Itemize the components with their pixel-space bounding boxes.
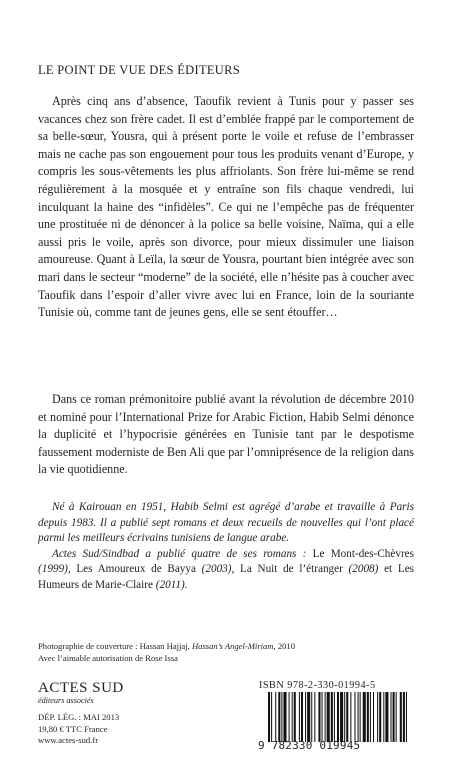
- barcode-bar: [367, 692, 369, 742]
- book-title-2: Les Amoureux de Bayya: [76, 563, 196, 576]
- publisher-logo: [38, 680, 124, 706]
- barcode-bar: [393, 692, 395, 742]
- barcode-bar: [340, 692, 343, 742]
- photo-credit-suffix: , 2010: [273, 641, 295, 651]
- other-works-intro: Actes Sud/Sindbad a publié quatre de ses romans :: [52, 547, 313, 560]
- book-title-3: La Nuit de l’étranger: [240, 563, 343, 576]
- barcode-bar: [360, 692, 361, 742]
- barcode-bar: [307, 692, 310, 742]
- barcode-bar: [400, 692, 402, 742]
- barcode-bar: [314, 692, 315, 742]
- barcode-bar: [294, 692, 296, 742]
- barcode-bar: [289, 692, 290, 742]
- barcode-bar: [331, 692, 333, 742]
- barcode-bar: [322, 692, 323, 742]
- isbn-label: ISBN 978-2-330-01994-5: [259, 680, 376, 691]
- barcode-bar: [275, 692, 276, 742]
- book-year-3: (2008): [342, 563, 385, 576]
- barcode-bar: [391, 692, 392, 742]
- book-title-4: Les Humeurs de Marie-Claire: [38, 563, 415, 591]
- publisher-name: ACTES SUD: [38, 680, 124, 696]
- barcode-bar: [358, 692, 359, 742]
- barcode-bar: [281, 692, 282, 742]
- barcode-bar: [334, 692, 335, 742]
- barcode-bar: [377, 692, 378, 742]
- barcode-bar: [363, 692, 366, 742]
- barcode-bar: [350, 692, 351, 742]
- other-works: [38, 547, 414, 594]
- photo-credit-prefix: Photographie de couverture : Hassan Hajjaj,: [38, 641, 192, 651]
- barcode-bar: [354, 692, 355, 742]
- book-year-1: (1999),: [38, 563, 77, 576]
- summary-paragraph-2: Dans ce roman prémonitoire publié avant la révolution de décembre 2010 et nominé pour l’International Prize for Arabic Fiction, Habib Selmi dénonce la duplicité et l’hypocrisie générées en Tunisie tant par le despotisme faussement moderniste de Ben Ali que par l’omniprésence de la religion dans la vie quotidienne.: [38, 392, 414, 477]
- barcode-image: [268, 692, 408, 742]
- barcode-bar: [370, 692, 371, 742]
- barcode-bar: [325, 692, 326, 742]
- price: 19,80 € TTC France: [38, 723, 108, 734]
- legal-info: [38, 712, 119, 747]
- section-heading: LE POINT DE VUE DES ÉDITEURS: [38, 63, 241, 77]
- barcode-bar: [318, 692, 320, 742]
- barcode-bar: [292, 692, 293, 742]
- barcode-bar: [311, 692, 312, 742]
- barcode-bar: [383, 692, 384, 742]
- publisher-subtitle: éditeurs associés: [38, 696, 94, 705]
- barcode-bar: [396, 692, 397, 742]
- book-title-1: Le Mont-des-Chèvres: [312, 547, 414, 560]
- photo-credit-line-1: [38, 640, 295, 652]
- photo-credit-work: Hassan’s Angel-Miriam: [191, 641, 274, 651]
- barcode-bar: [346, 692, 348, 742]
- depot-legal: DÉP. LÉG. : MAI 2013: [38, 712, 120, 722]
- barcode-bar: [305, 692, 306, 742]
- summary-paragraph-1: Après cinq ans d’absence, Taoufik revient à Tunis pour y passer ses vacances chez son frère cadet. Il est d’emblée frappé par le comportement de sa belle-sœur, Yousra, qui à présent porte le voile et refuse de l’embrasser mais ne cache pas son engouement pour tous les produits venant d’Europe, y compris les sous-vêtements les plus affriolants. Son frère lui-même se rend régulièrement à la mosquée et y entraîne son fils chaque vendredi, lui inculquant la haine des “infidèles”. Ce qui ne l’empêche pas de fréquenter une prostituée ni de dénoncer à la police sa belle voisine, Naïma, qui a elle aussi pris le voile, après son divorce, pour mieux dissimuler une liaison amoureuse. Quant à Leïla, la sœur de Yousra, pourtant bien intégrée avec son mari dans le secteur “moderne” de la société, elle n’hésite pas à coucher avec Taoufik dans l’espoir d’aller vivre avec lui en France, loin de la souriante Tunisie où, comme tant de jeunes gens, elle se sent étouffer…: [38, 94, 414, 320]
- author-bio-block: [38, 500, 414, 594]
- barcode-bar: [385, 692, 388, 742]
- barcode-bar: [403, 692, 405, 742]
- book-year-2: (2003),: [195, 563, 240, 576]
- barcode-digits: 9 782330 019945: [258, 739, 361, 752]
- barcode-bar: [379, 692, 381, 742]
- photo-credit: [38, 640, 295, 664]
- barcode-bar: [373, 692, 374, 742]
- publisher-website: www.actes-sud.fr: [38, 735, 99, 746]
- barcode-bar: [344, 692, 345, 742]
- barcode-bar: [271, 692, 272, 742]
- author-bio: Né à Kairouan en 1951, Habib Selmi est agrégé d’arabe et travaille à Paris depuis 1983. Il a publié sept romans et deux recueils de nouvelles qui l’ont placé parmi les meilleurs écrivains tunisiens de langue arabe.: [38, 501, 414, 545]
- barcode-bar: [283, 692, 286, 742]
- barcode-bar: [278, 692, 280, 742]
- photo-credit-line-2: Avec l’aimable autorisation de Rose Issa: [38, 653, 178, 664]
- barcode-bar: [301, 692, 303, 742]
- barcode-bar: [327, 692, 330, 742]
- barcode-bar: [337, 692, 339, 742]
- barcode-bar: [299, 692, 300, 742]
- book-year-4: (2011).: [152, 578, 188, 591]
- barcode-bar: [268, 692, 270, 742]
- other-works-connector: et: [384, 563, 398, 576]
- barcode-bar: [406, 692, 407, 742]
